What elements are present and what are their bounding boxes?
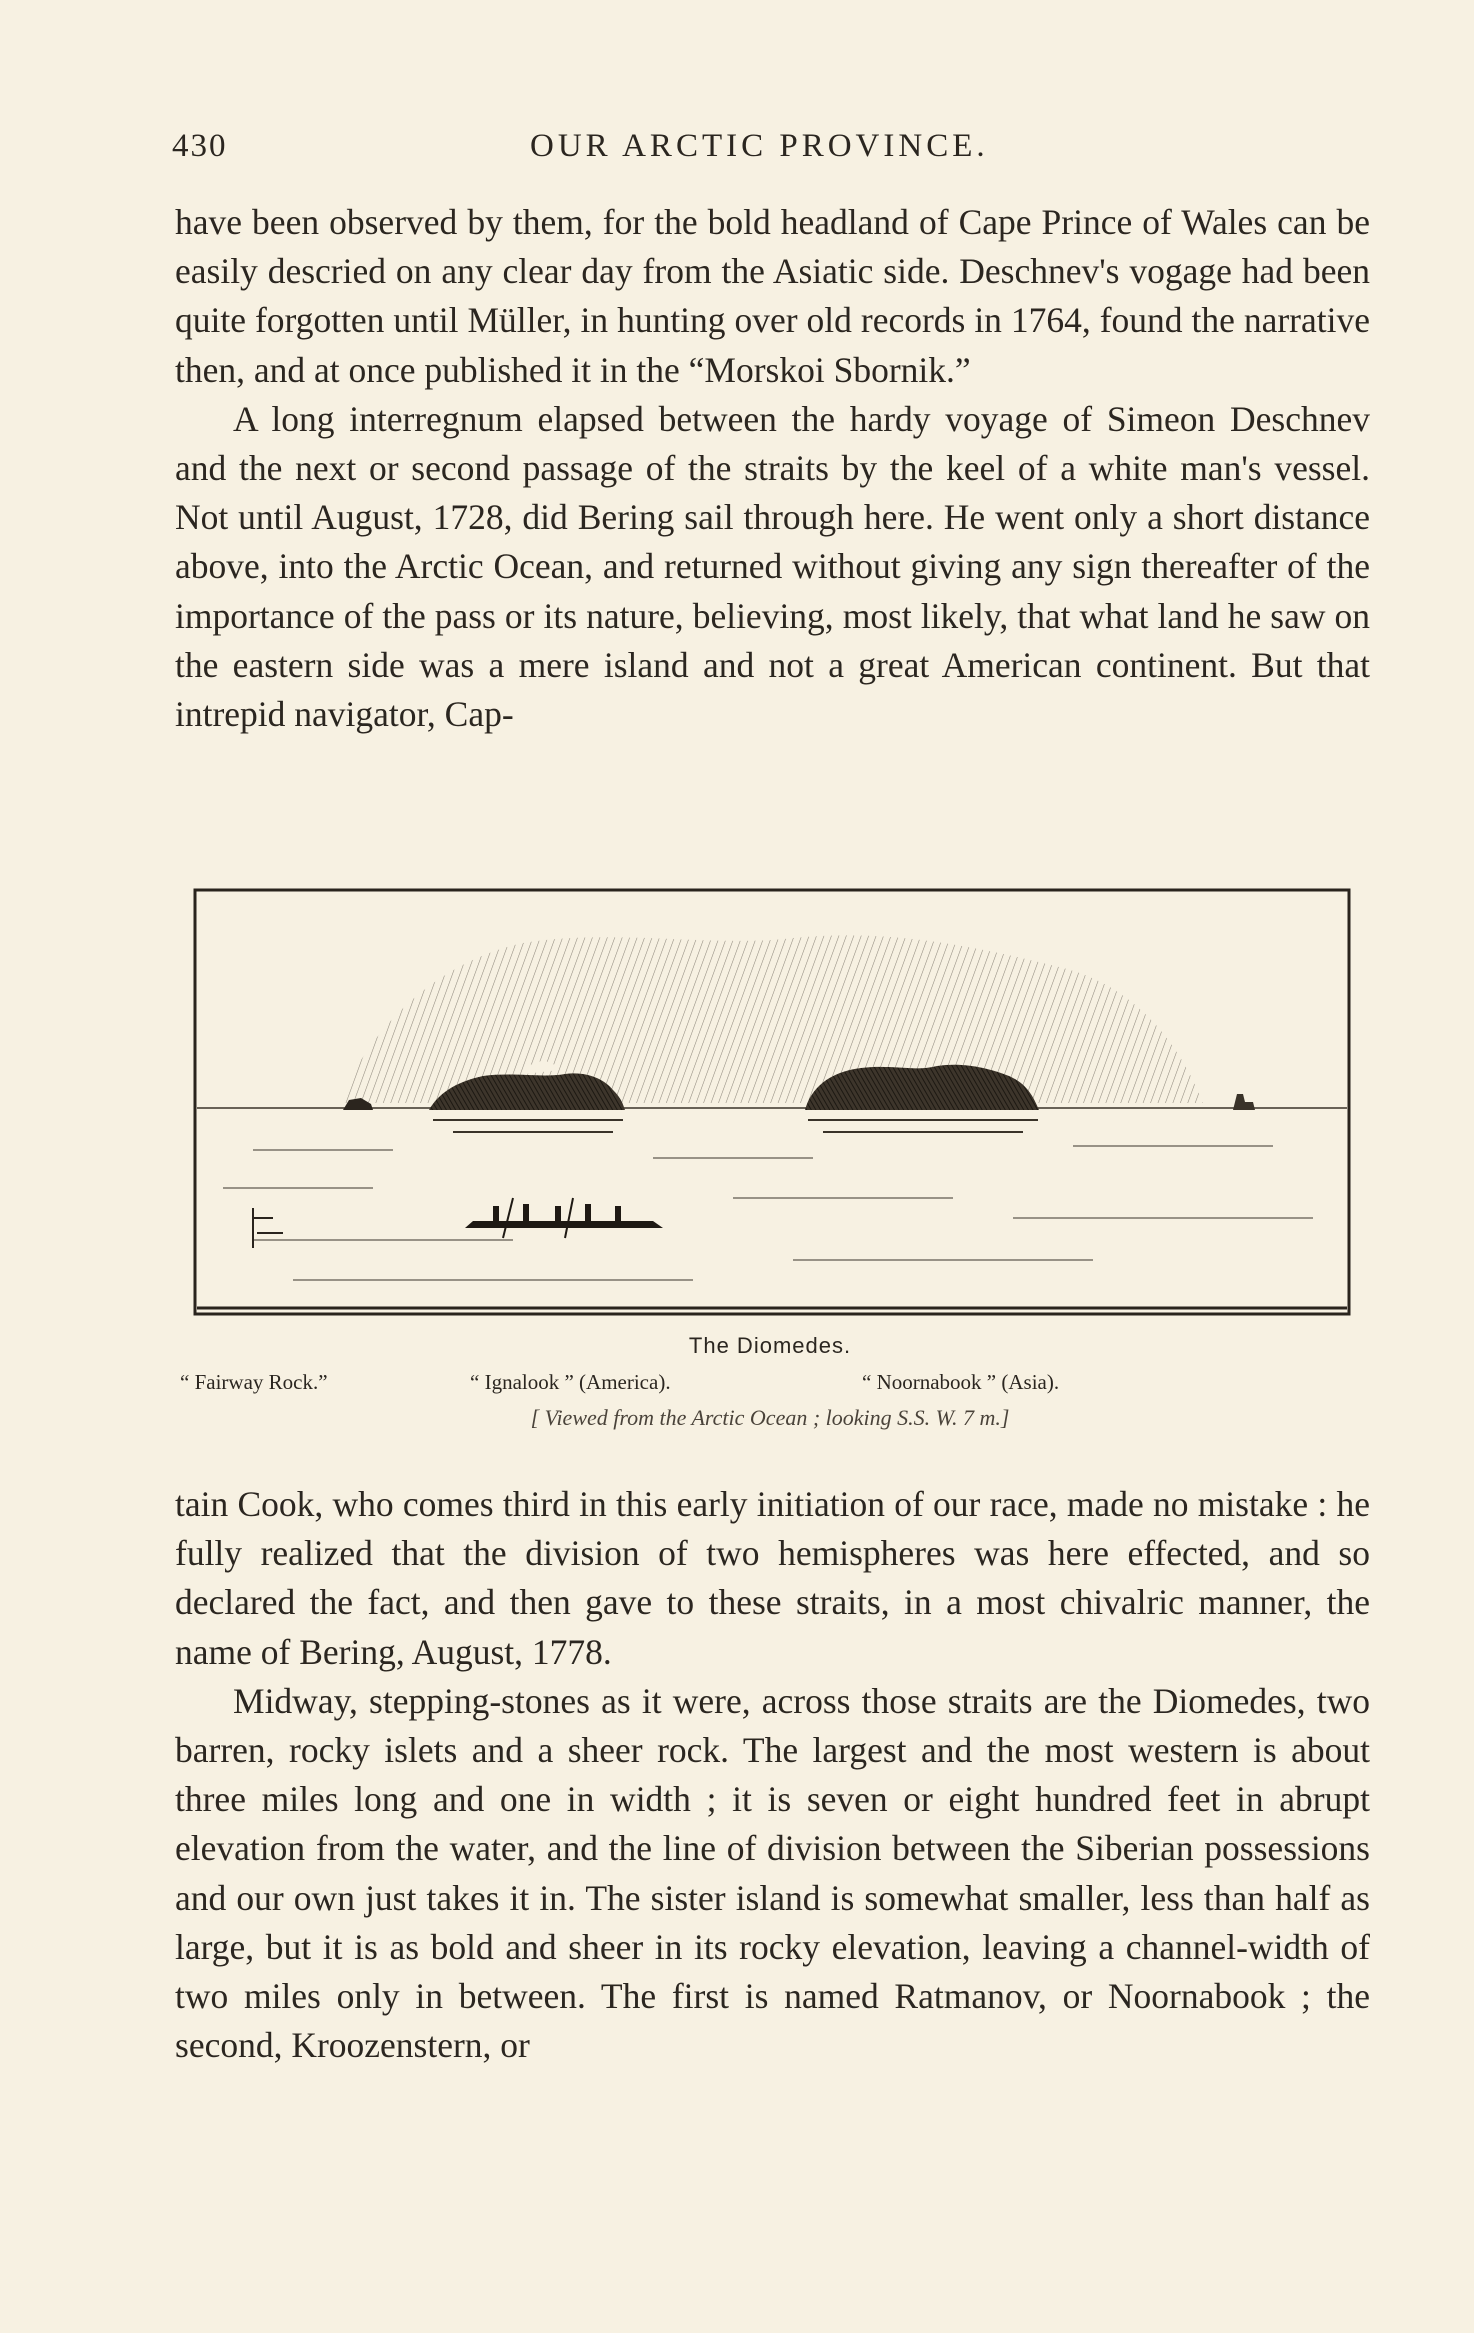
- paragraph: tain Cook, who comes third in this early initiation of our race, made no mistake : he fully realized that the division of two hemispheres was here effected, and so declared the fact, and then gave to these straits, in a most chivalric manner, the name of Bering, August, 1778.: [175, 1484, 1370, 1672]
- paragraph: have been observed by them, for the bold headland of Cape Prince of Wales can be easily descried on any clear day from the Asiatic side. Deschnev's vogage had been quite forgotten until Müller, in hunting over old records in 1764, found the narrative then, and at once published it in the “Morskoi Sbornik.”: [175, 202, 1370, 390]
- paragraph: Midway, stepping-stones as it were, across those straits are the Diomedes, two barren, rocky islets and a sheer rock. The largest and the most western is about three miles long and one in width ; it is seven or eight hundred feet in abrupt elevation from the water, and the line of division between the Siberian possessions and our own just takes it in. The sister island is somewhat smaller, less than half as large, but it is as bold and sheer in its rocky elevation, leaving a channel-width of two miles only in between. The first is named Ratmanov, or Noornabook ; the second, Kroozenstern, or: [175, 1680, 1370, 2066]
- body-text-lower: [175, 1480, 1370, 2070]
- figure-label-fairway-rock: “ Fairway Rock.”: [180, 1370, 328, 1394]
- engraving: [193, 888, 1351, 1316]
- diomedes-illustration: [193, 888, 1351, 1316]
- figure-labels: [170, 1370, 1370, 1400]
- figure-label-noornabook: “ Noornabook ” (Asia).: [862, 1370, 1060, 1394]
- page-number: 430: [172, 128, 228, 164]
- figure-title: The Diomedes.: [688, 1333, 852, 1358]
- running-title: OUR ARCTIC PROVINCE.: [530, 128, 989, 164]
- figure-viewpoint: [ Viewed from the Arctic Ocean ; looking S.S. W. 7 m.]: [530, 1405, 1010, 1430]
- page-header: [172, 128, 1372, 178]
- paragraph: A long interregnum elapsed between the hardy voyage of Simeon Deschnev and the next or second passage of the straits by the keel of a white man's vessel. Not until August, 1728, did Bering sail through here. He went only a short distance above, into the Arctic Ocean, and returned without giving any sign thereafter of the importance of the pass or its nature, believing, most likely, that what land he saw on the eastern side was a mere island and not a great American continent. But that intrepid navigator, Cap-: [175, 398, 1370, 735]
- body-text-upper: [175, 198, 1370, 739]
- figure-label-ignalook: “ Ignalook ” (America).: [470, 1370, 671, 1394]
